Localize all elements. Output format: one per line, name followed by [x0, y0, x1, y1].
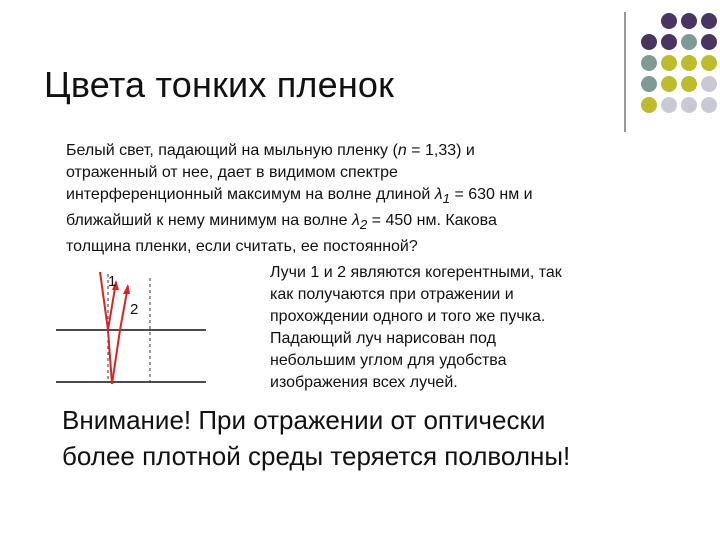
ray-2-label: 2: [130, 301, 139, 318]
problem-line-3: интерференционный максимум на волне длиной $\lambda_1 = 630$ нм и: [66, 186, 533, 207]
ray-2-arrowhead: [123, 284, 130, 294]
explanation-line-2: как получаются при отражении и: [270, 286, 514, 303]
decor-dot: [681, 34, 697, 50]
decor-dot: [641, 34, 657, 50]
explanation-line-5: небольшим углом для удобства: [270, 352, 507, 369]
decor-dot-grid: [640, 12, 718, 122]
decor-dot: [681, 97, 697, 113]
decor-dot: [641, 76, 657, 92]
decor-vertical-line: [624, 12, 626, 132]
decor-dot: [681, 55, 697, 71]
explanation-text: [270, 262, 610, 394]
explanation-line-6: изображения всех лучей.: [270, 374, 458, 391]
decor-dot: [661, 76, 677, 92]
explanation-line-3: прохождении одного и того же пучка.: [270, 308, 546, 325]
explanation-line-4: Падающий луч нарисован под: [270, 330, 496, 347]
note-line-1: Внимание! При отражении от оптически: [62, 405, 546, 435]
lambda1-symbol: λ: [434, 186, 443, 203]
decor-dot: [701, 76, 717, 92]
thin-film-diagram: [50, 264, 220, 400]
explanation-line-1: Лучи 1 и 2 являются когерентными, так: [270, 264, 562, 281]
decor-dot: [661, 13, 677, 29]
note-line-2: более плотной среды теряется полволны!: [62, 441, 571, 471]
decor-dot: [641, 97, 657, 113]
decor-dot: [641, 55, 657, 71]
decor-dot: [661, 34, 677, 50]
refracted-reflected-ray-2: [112, 286, 128, 384]
refractive-index-symbol: n: [397, 142, 407, 159]
decor-dot: [681, 13, 697, 29]
slide-title: Цвета тонких пленок: [44, 64, 395, 105]
decor-dot: [661, 55, 677, 71]
problem-statement: [66, 140, 606, 258]
decor-dot: [701, 55, 717, 71]
problem-line-2: отраженный от нее, дает в видимом спектре: [66, 164, 398, 181]
lambda2-symbol: λ: [351, 212, 360, 230]
decor-dot: [701, 34, 717, 50]
problem-line-5: толщина пленки, если считать, ее постоянной?: [66, 238, 418, 256]
problem-line-4: ближайший к нему минимум на волне $\lambda_2 = 450$ нм. Какова: [66, 212, 497, 233]
ray-1-label: 1: [108, 273, 117, 290]
warning-note: [62, 402, 682, 474]
problem-line-1: Белый свет, падающий на мыльную пленку (n = 1,33) и: [66, 142, 475, 159]
decor-dot: [681, 76, 697, 92]
decor-dot: [661, 97, 677, 113]
decor-dot: [701, 97, 717, 113]
decor-dot: [701, 13, 717, 29]
